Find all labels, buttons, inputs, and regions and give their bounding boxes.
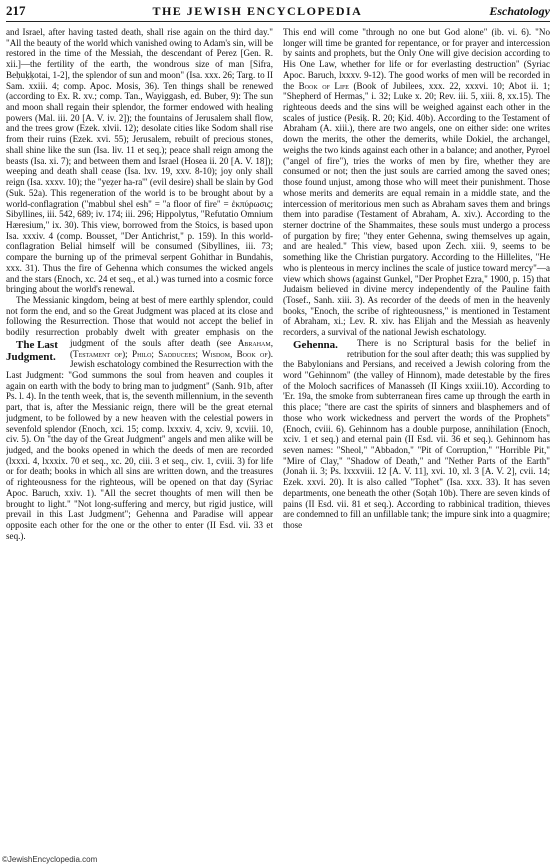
left-column (6, 27, 273, 853)
topic-title: Eschatology (489, 4, 550, 18)
paragraph-text: ). Jewish eschatology combined the Resurrection with the Last Judgment: "God summons the soul from heaven and couples it again on earth with the body to bring man to judgment" (Sanh. 91b, after Ps. l. 4). In the tenth week, that is, the seventh millennium, in the seventh part, that is, after the Messianic reign, there will be the great eternal judgment, to be followed by a new heaven with the celestial powers in sevenfold splendor (Enoch, xci. 15; comp. lxxxiv. 4, xciv. 9, xcviii. 10, civ. 5). On "the day of the Great Judgment" angels and men alike will be judged, and the books opened in which the deeds of men are recorded (lxxxi. 4, lxxxix. 70 et seq., xc. 20, ciii. 3 et seq., civ. 1, cviii. 3) for life or for death; books in which all sins are written down, and the treasures of righteousness for the righteous, will be opened on that day (Syriac Apoc. Baruch, xxiv. 1). "All the secret thoughts of men will then be brought to light." "Not long-suffering and mercy, but rigid justice, will prevail in this Last Judgment"; Gehenna and Paradise will appear opposite each other for the one or the other to enter (II Esd. vii. 33 et seq.). (6, 348, 273, 541)
text-columns (6, 27, 550, 853)
cross-reference: Abraham, (Testament of); Philo; Sadducees; Wisdom, Book of (70, 337, 273, 359)
paragraph-text: This end will come "through no one but God alone" (ib. vi. 6). "No longer will time be granted for repentance, or for prayer and intercession by saints and prophets, but the Only One will give decision according to His One Law, whether for life or for everlasting destruction" (Syriac Apoc. Baruch, lxxxv. 9-12). The good works of men will be recorded in the (283, 27, 550, 91)
page-number: 217 (6, 3, 26, 18)
paragraph-text: There is no Scriptural basis for the belief in retribution for the soul after death; this was supplied by the Babylonians and Persians, and received a Jewish coloring from the word "Gehinnom" (the valley of Hinnom), made detestable by the fires of the Moloch sacrifices of Manasseh (II Kings xxiii.10). According to 'Er. 19a, the smoke from subterranean fires came up through the earth in this place; "there are cast the spirits of sinners and blasphemers and of those who work wickedness and pervert the words of the Prophets" (Enoch, cviii. 6). Gehinnom has a double purpose, annihilation (Enoch, xciv. 1 et seq.) and eternal pain (II Esd. vii. 36 et seq.). Gehinnom has seven names: "Sheol," "Abbadon," "Pit of Corruption," "Horrible Pit," "Mire of Clay," "Shadow of Death," and "Nether Parts of the Earth" (Jonah ii. 3; Ps. lxxxviii. 12 [A. V. 11], xvi. 10, xl. 3 [A. V. 2], cvii. 14; Ezek. xxvi. 20). It is also called "Tophet" (Isa. xxx. 33). It has seven departments, one beneath the other (Soṭah 10b). There are seven kinds of pains (II Esd. vii. 81 et seq.). According to rabbinical tradition, thieves are condemned to fill an unfillable tank; the impure sink into a quagmire; those (283, 337, 550, 531)
paragraph (6, 295, 273, 542)
running-title: THE JEWISH ENCYCLOPEDIA (152, 4, 363, 18)
paragraph (283, 27, 550, 338)
paragraph-text: The Messianic kingdom, being at best of mere earthly splendor, could not form the end, and so the Great Judgment was placed at its close and following the Resurrection. Those that would not accept the belief in bodily resurrection probably dwelt with greater emphasis on the judgment of the souls after death (see (6, 294, 273, 348)
paragraph-text: (Book of Jubilees, xxx. 22, xxxvi. 10; Abot ii. 1; "Shepherd of Hermas," i. 32; Luke x. 20; Rev. iii. 5, xiii. 8, xx.15). The righteous deeds and the sins will be weighed against each other in the scales of justice (Pesiḳ. R. 20; Ḳid. 40b). According to the Testament of Abraham (A. xiii.), there are two angels, one on either side: one writes down the merits, the other the demerits, while Dokiel, the archangel, weighs the two kinds against each other in a balance; and another, Pyroel ("angel of fire"), tries the works of men by fire, whether they are consumed or not; then the just souls are carried among the saved ones; those found unjust, among those who will meet their punishment. Those whose merits and demerits are equal remain in a middle state, and the intercession of meritorious men such as Abraham saves them and brings them into paradise (Testament of Abraham, A. xiv.). According to the sterner doctrine of the Shammaites, these souls must undergo a process of purgation by fire; "they enter Gehenna, swing themselves up again, and are healed." This view, based upon Zech. xiii. 9, seems to be something like the Christian purgatory. According to the Hillelites, "He who is plenteous in mercy inclines the scale of justice toward mercy"—a view which shows (against Gunkel, "Der Prophet Ezra," 1900, p. 15) that Judaism believed in divine mercy independently of the Pauline faith (Tosef., Sanh. xiii. 3). As recorder of the deeds of men in the heavenly books, "Enoch, the scribe of righteousness," is mentioned in Testament of Abraham, xi.; Lev. R. xiv. has Elijah and the Messiah as heavenly recorders, a survival of the national Jewish eschatology. (283, 80, 550, 338)
cross-reference: Book of Life (298, 80, 349, 91)
side-heading-last-judgment: The Last Judgment. (6, 338, 58, 363)
copyright-footer: ©JewishEncyclopedia.com (2, 855, 98, 864)
paragraph: and Israel, after having tasted death, shall rise again on the third day." "All the beauty of the world which vanished owing to Adam's sin, will be restored in the time of the Messiah, the descendant of Perez [Gen. R. xii.]—the fertility of the earth, the wondrous size of man [Sifra, Beḥuḳḳotai, 1-2], the splendor of sun and moon" (Isa. xxx. 26; Targ. to II Sam. xxiii. 4; comp. Apoc. Mosis, 36). Ten things shall be renewed (according to Ex. R. xv.; comp. Tan., Wayiggash, ed. Buber, 9): The sun and moon shall regain their splendor, the former endowed with healing powers (Mal. iii. 20 [A. V. iv. 2]); the fountains of Jerusalem shall flow, and the trees grow (Ezek. xlvii. 12); desolate cities like Sodom shall rise from their ruins (Ezek. xvi. 55); Jerusalem, rebuilt of precious stones, shall shine like the sun (Isa. liv. 11 et seq.); peace shall reign among the beasts (Isa. xi. 7); and between them and Israel (Hosea ii. 20 [A. V. 18]); weeping and death shall cease (Isa. lxv. 19, xxv. 8-10); joy only shall reign (Isa. xxxv. 10); the "yeẓer ha-ra'" (evil desire) shall be slain by God (Suk. 52a). This regeneration of the world is to be brought about by a world-conflagration ("mabbul shel esh" = "a floor of fire" = ἐκπύρωσις; Sibyllines, iii. 542, 689; iv. 174; iii. 296; Hippolytus, "Refutatio Omnium Hæresium," ix. 30). This view, borrowed from the Stoics, is based upon Isa. xxxiv. 4 (comp. Bousset, "Der Antichrist," p. 159). In this world-conflagration Belial himself will be consumed (Sibyllines, iii. 73; compare the burning up of the primeval serpent Gohithar in Bundahis, xxx. 31). Thus the fire of Gehenna which consumes the wicked angels and the stars (Enoch, xc. 24 et seq., et al.) was turned into a cosmic force bringing about the world's renewal. (6, 27, 273, 295)
side-heading-gehenna: Gehenna. (293, 338, 338, 351)
paragraph (283, 338, 550, 531)
right-column (283, 27, 550, 853)
page-header (6, 0, 550, 22)
